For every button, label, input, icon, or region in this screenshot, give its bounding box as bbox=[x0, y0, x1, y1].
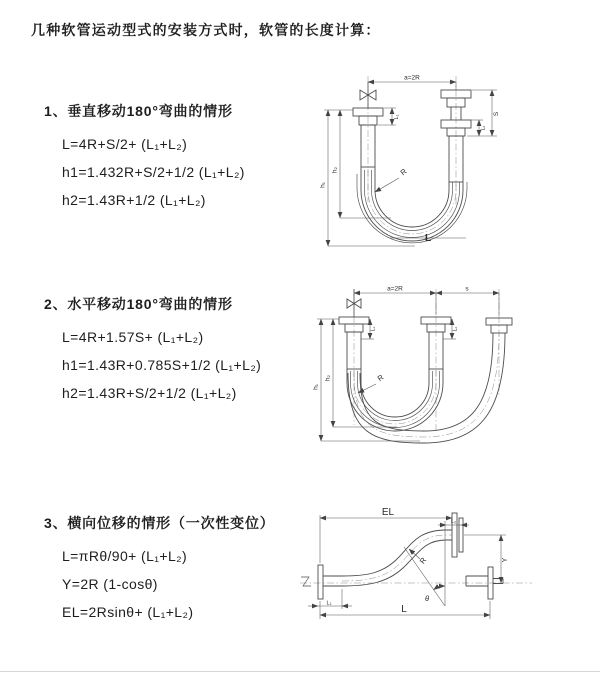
diagram2-labels bbox=[313, 286, 470, 390]
length-label: L bbox=[424, 233, 432, 244]
dim-label-l1: L₁ bbox=[394, 114, 400, 120]
formula-line: L=4R+S/2+ (L₁+L₂) bbox=[62, 136, 188, 152]
dimension-lines bbox=[324, 82, 497, 246]
diagram-lateral-displacement bbox=[296, 503, 536, 641]
dim-label-h1: h₁ bbox=[312, 384, 320, 390]
section-lateral-displacement bbox=[44, 514, 275, 626]
formula-line: EL=2Rsinθ+ (L₁+L₂) bbox=[62, 604, 194, 620]
page-bottom-rule bbox=[0, 671, 600, 672]
radius-label: R bbox=[375, 372, 386, 384]
dim-label-l2: L₂ bbox=[480, 125, 487, 131]
dim-label-l2: L₂ bbox=[452, 326, 459, 332]
dim-label-a2r: a=2R bbox=[404, 74, 420, 82]
dim-label-l: L bbox=[401, 604, 407, 615]
angle-label: θ bbox=[424, 594, 430, 603]
pipe-break-mark bbox=[301, 577, 311, 586]
dim-label-l1: L₁ bbox=[326, 600, 332, 607]
left-flange bbox=[318, 565, 342, 599]
section-horizontal-180 bbox=[44, 295, 261, 407]
dim-label-s: s bbox=[465, 285, 469, 293]
dim-label-l1: L₁ bbox=[370, 326, 377, 332]
formula-line: Y=2R (1-cosθ) bbox=[62, 576, 158, 592]
diagram-vertical-180-bend bbox=[318, 70, 525, 260]
diagram-horizontal-180-bend bbox=[312, 283, 530, 451]
dim-label-a2r: a=2R bbox=[387, 285, 403, 293]
valve-icon bbox=[360, 82, 376, 108]
dimension-lines bbox=[317, 293, 499, 441]
dim-label-h1: h₁ bbox=[319, 182, 327, 188]
formula-line: h2=1.43R+S/2+1/2 (L₁+L₂) bbox=[62, 385, 237, 401]
diagram3-labels bbox=[327, 507, 509, 615]
dim-label-el: EL bbox=[381, 507, 395, 518]
section-heading: 1、垂直移动180°弯曲的情形 bbox=[44, 103, 233, 119]
u-bend-displaced-position bbox=[348, 333, 505, 443]
section-vertical-180 bbox=[44, 102, 245, 214]
dim-label-h2: h₂ bbox=[324, 374, 332, 382]
diagram1-labels bbox=[320, 75, 501, 245]
formula-line: h1=1.43R+0.785S+1/2 (L₁+L₂) bbox=[62, 357, 262, 373]
formula-line: h2=1.43R+1/2 (L₁+L₂) bbox=[62, 192, 206, 208]
radius-label: R bbox=[417, 555, 429, 566]
dim-label-h2: h₂ bbox=[331, 166, 339, 174]
page-title: 几种软管运动型式的安装方式时，软管的长度计算： bbox=[31, 22, 381, 38]
section-heading: 2、水平移动180°弯曲的情形 bbox=[44, 296, 233, 312]
dim-label-s: S bbox=[493, 111, 500, 117]
dim-label-y: Y bbox=[502, 557, 509, 563]
formula-line: h1=1.432R+S/2+1/2 (L₁+L₂) bbox=[62, 164, 245, 180]
u-bend-hose bbox=[357, 167, 467, 243]
dimension-lines bbox=[308, 515, 506, 619]
dim-label-l2: L₂ bbox=[450, 519, 457, 525]
u-bend-original-position bbox=[347, 369, 443, 431]
formula-line: L=πRθ/90+ (L₁+L₂) bbox=[62, 548, 188, 564]
radius-label: R bbox=[398, 166, 409, 178]
s-curve-hose bbox=[342, 530, 452, 586]
section-heading: 3、横向位移的情形（一次性变位） bbox=[44, 515, 275, 531]
formula-line: L=4R+1.57S+ (L₁+L₂) bbox=[62, 329, 204, 345]
